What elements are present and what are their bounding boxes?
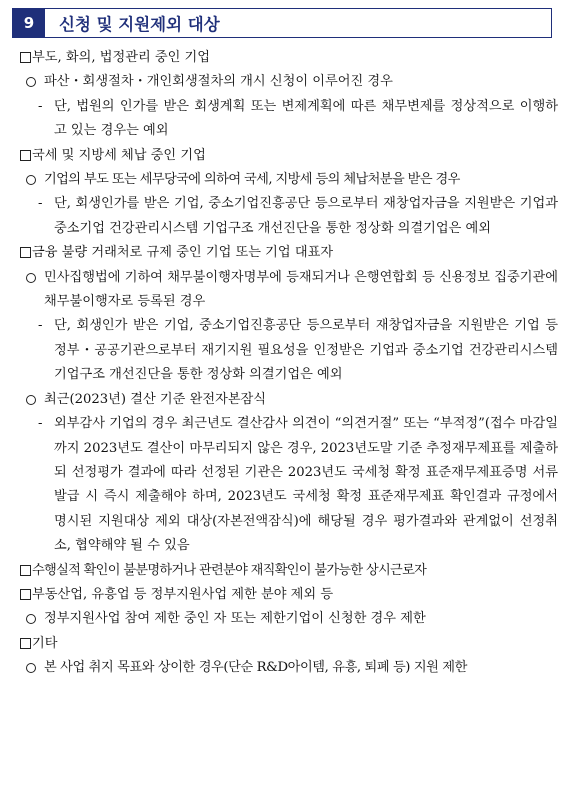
- exclusion-list: [10, 46, 558, 681]
- list-item-dash: - 단, 법원의 인가를 받은 회생계획 또는 변제계획에 따른 채무변제를 정상적으로 이행하고 있는 경우는 예외: [10, 95, 558, 144]
- list-item-square: 부동산업, 유흥업 등 정부지원사업 제한 분야 제외 등: [10, 583, 558, 607]
- section-title: 신청 및 지원제외 대상: [59, 15, 220, 34]
- list-item-square: 부도, 화의, 법정관리 중인 기업: [10, 46, 558, 70]
- section-number-badge: 9: [13, 9, 45, 37]
- list-item-circle: 본 사업 취지 목표와 상이한 경우(단순 R&D아이템, 유흥, 퇴폐 등) 지원 제한: [10, 656, 558, 680]
- section-header: [12, 8, 552, 38]
- list-item-circle: 정부지원사업 참여 제한 중인 자 또는 제한기업이 신청한 경우 제한: [10, 607, 558, 631]
- list-item-circle: 민사집행법에 기하여 채무불이행자명부에 등재되거나 은행연합회 등 신용정보 집중기관에 채무불이행자로 등록된 경우: [10, 266, 558, 315]
- list-item-dash: - 단, 회생인가 받은 기업, 중소기업진흥공단 등으로부터 재창업자금을 지원받은 기업 등 정부・공공기관으로부터 재기지원 필요성을 인정받은 기업과 중소기업 건강관리시스템 기업구조 개선진단을 통한 정상화 의결기업은 예외: [10, 314, 558, 387]
- list-item-circle: 최근(2023년) 결산 기준 완전자본잠식: [10, 388, 558, 412]
- list-item-square: 수행실적 확인이 불분명하거나 관련분야 재직확인이 불가능한 상시근로자: [10, 559, 558, 583]
- list-item-dash: - 단, 회생인가를 받은 기업, 중소기업진흥공단 등으로부터 재창업자금을 지원받은 기업과 중소기업 건강관리시스템 기업구조 개선진단을 통한 정상화 의결기업은 예외: [10, 192, 558, 241]
- list-item-square: 기타: [10, 632, 558, 656]
- list-item-dash: - 외부감사 기업의 경우 최근년도 결산감사 의견이 “의견거절” 또는 “부적정”(접수 마감일까지 2023년도 결산이 마무리되지 않은 경우, 2023년도말 기준 추정재무제표를 제출하되 선정평가 결과에 따라 선정된 기관은 2023년도 국세청 확정 표준재무제표증명 서류 발급 시 즉시 제출해야 하며, 2023년도 국세청 확정 표준재무제표 확인결과 규정에서 명시된 지원대상 제외 대상(자본전액잠식)에 해당될 경우 평가결과와 관계없이 선정취소, 협약해약 될 수 있음: [10, 412, 558, 558]
- list-item-square: 국세 및 지방세 체납 중인 기업: [10, 144, 558, 168]
- list-item-circle: 파산・회생절차・개인회생절차의 개시 신청이 이루어진 경우: [10, 70, 558, 94]
- list-item-circle: 기업의 부도 또는 세무당국에 의하여 국세, 지방세 등의 체납처분을 받은 경우: [10, 168, 558, 192]
- list-item-square: 금융 불량 거래처로 규제 중인 기업 또는 기업 대표자: [10, 241, 558, 265]
